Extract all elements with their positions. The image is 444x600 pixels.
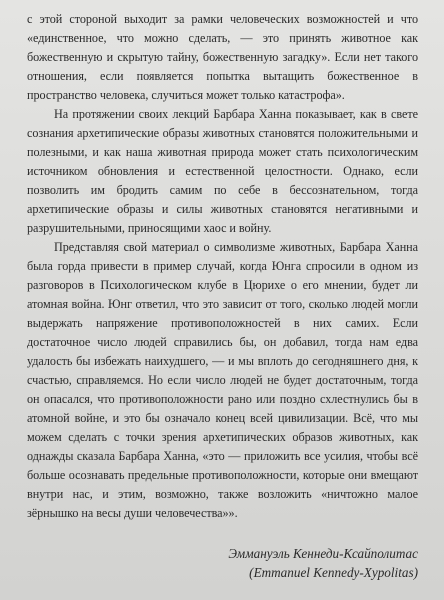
paragraph-lectures: На протяжении своих лекций Барбара Ханна показывает, как в свете сознания архетипические образы животных становятся положительными и полезными, и как наша животная природа может стать психологическим источником обновления и естественной целостности. Однако, если позволить им бродить самим по себе в бессознательном, тогда архетипические образы и силы животных становятся негативными и разрушительными, приносящими хаос и войну. — [27, 107, 418, 235]
author-signature — [27, 544, 418, 582]
author-name-latin: (Emmanuel Kennedy-Xypolitas) — [249, 565, 418, 580]
paragraph-jung-story: Представляя свой материал о символизме животных, Барбара Ханна была горда привести в пример случай, когда Юнга спросили в одном из разговоров в Психологическом клубе в Цюрихе о его мнении, будет ли атомная война. Юнг ответил, что это зависит от того, сколько людей могли выдержать напряжение противоположностей в них самих. Если достаточное число людей справились бы, он добавил, тогда нам едва удалость бы избежать наихудшего, — и мы вплоть до сегодняшнего дня, к счастью, справляемся. Но если число людей не будет достаточным, тогда он опасался, что противоположности рано или поздно схлестнулись бы в атомной войне, и это бы означало конец всей цивилизации. Всё, что мы можем сделать с точки зрения архетипических образов животных, как однажды сказала Барбара Ханна, «это — приложить все усилия, чтобы всё больше осознавать предельные противоположности, которые они вмещают внутри нас, и этим, возможно, также возложить «ничтожно малое зёрнышко на весы души человечества»». — [27, 240, 418, 520]
author-name-russian: Эммануэль Кеннеди-Ксайполитас — [228, 546, 418, 561]
paragraph-continuation: с этой стороной выходит за рамки человеческих возможностей и что «единственное, что можно сделать, — это принять животное как божественную и скрытую тайну, божественную загадку». Если нет такого отношения, если появляется попытка вытащить божественное в пространство человека, случиться может только катастрофа». — [27, 12, 418, 102]
